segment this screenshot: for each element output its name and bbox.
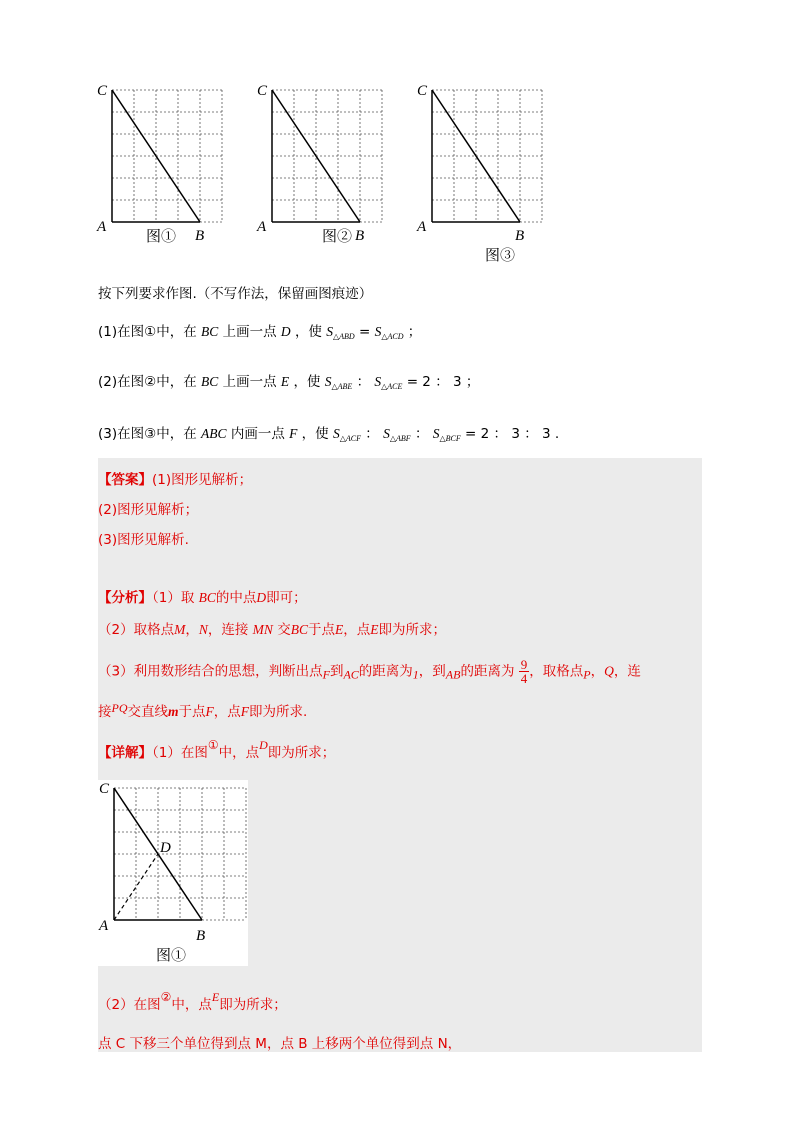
instruction: 按下列要求作图.（不写作法，保留画图痕迹） xyxy=(98,286,373,302)
an4-m: m xyxy=(168,704,179,719)
frac-den: 4 xyxy=(520,671,528,686)
an3-g: ，取格点 xyxy=(529,663,584,680)
q2-mid: 上画一点 xyxy=(222,374,277,390)
an2-b: ，连接 xyxy=(207,622,249,638)
q3-prefix: (3)在图③中，在 xyxy=(98,426,197,442)
an2-c: 交 xyxy=(277,622,291,638)
label-c: C xyxy=(99,781,110,797)
an2-mn: MN xyxy=(252,622,273,637)
figure-1 xyxy=(90,76,250,266)
q1-rhs-sub: △ACD xyxy=(381,332,404,341)
d1-pt: D xyxy=(259,738,268,752)
answer-label: 【答案】 xyxy=(98,472,152,488)
frac-num: 9 xyxy=(520,657,528,672)
an2-g: 即为所求； xyxy=(378,622,446,638)
an3-ab: AB xyxy=(445,667,461,682)
q3-s2: S xyxy=(383,426,390,441)
question-2 xyxy=(98,370,479,391)
q3-n2: 3 xyxy=(542,426,551,442)
answer-1 xyxy=(98,468,252,488)
d2-pt: E xyxy=(211,990,220,1004)
q2-eq: = 2 xyxy=(406,374,431,390)
q1-use: ，使 xyxy=(294,324,322,340)
q1-mid: 上画一点 xyxy=(222,324,277,340)
question-3 xyxy=(98,422,559,443)
q2-end: ； xyxy=(465,374,480,390)
an2-a: （2）取格点 xyxy=(98,622,175,638)
detail-3: 点 C 下移三个单位得到点 M，点 B 上移两个单位得到点 N， xyxy=(98,1036,462,1052)
q2-use: ，使 xyxy=(293,374,321,390)
q1-rhs: S xyxy=(374,324,382,339)
an3-sep: ， xyxy=(590,663,605,680)
an3-e: 的距离为 xyxy=(460,663,515,680)
q3-tri: ABC xyxy=(201,426,227,441)
figure-caption: 图① xyxy=(156,948,187,964)
analysis-3 xyxy=(98,658,641,685)
an4-a: 接 xyxy=(98,704,112,720)
figure-3 xyxy=(410,76,570,266)
label-b: B xyxy=(515,228,525,244)
q3-end: . xyxy=(554,426,560,442)
answer-3: (3)图形见解析. xyxy=(98,532,189,548)
label-a: A xyxy=(97,219,107,235)
q2-s2: S xyxy=(374,374,382,389)
segment-ad-dashed xyxy=(114,854,158,920)
an4-d: ，点 xyxy=(213,704,241,720)
q3-mid: 内画一点 xyxy=(230,426,285,442)
q1-point: D xyxy=(280,324,291,339)
an2-d: 于点 xyxy=(307,622,335,638)
d2-b: 中，点 xyxy=(171,997,212,1013)
q1-prefix: (1)在图①中，在 xyxy=(98,324,197,340)
an3-q: Q xyxy=(604,663,614,679)
label-c: C xyxy=(417,83,428,99)
d2-c: 即为所求； xyxy=(219,997,287,1013)
an3-h: ，连 xyxy=(613,663,641,680)
an4-e: 即为所求. xyxy=(249,704,308,720)
q2-s2-sub: △ACE xyxy=(381,382,403,391)
q3-use: ，使 xyxy=(301,426,329,442)
q2-prefix: (2)在图②中，在 xyxy=(98,374,197,390)
an2-n: N xyxy=(198,622,208,637)
figure-caption: 图② xyxy=(322,229,353,245)
an3-f: F xyxy=(322,667,330,682)
q2-colon2: ： xyxy=(435,374,449,390)
analysis-2 xyxy=(98,618,446,638)
q2-s1: S xyxy=(324,374,332,389)
an1-seg: BC xyxy=(198,590,216,605)
q2-point: E xyxy=(280,374,290,389)
an3-a: （3）利用数形结合的思想，判断出点 xyxy=(98,663,323,680)
q2-s1-sub: △ABE xyxy=(331,382,353,391)
q3-colon1: ： xyxy=(365,426,379,442)
q2-colon1: ： xyxy=(356,374,371,390)
label-b: B xyxy=(355,228,365,244)
figure-caption: 图① xyxy=(146,229,177,245)
d1-b: 中，点 xyxy=(218,745,260,761)
detail-figure-1 xyxy=(98,780,248,966)
label-b: B xyxy=(196,928,206,944)
an4-f2: F xyxy=(240,704,250,719)
figure-caption: 图③ xyxy=(485,248,516,264)
d2-fig: ② xyxy=(160,990,172,1004)
label-c: C xyxy=(97,83,108,99)
q3-s3: S xyxy=(432,426,440,441)
an2-f: ，点 xyxy=(343,622,371,638)
an2-e: E xyxy=(334,622,344,637)
q3-s1: S xyxy=(332,426,340,441)
label-c: C xyxy=(257,83,268,99)
q3-colon4: ： xyxy=(524,426,538,442)
label-a: A xyxy=(257,219,267,235)
answer-1-text: (1)图形见解析； xyxy=(152,472,253,488)
d1-a: （1）在图 xyxy=(152,745,208,761)
an3-ac: AC xyxy=(343,667,359,682)
detail-1 xyxy=(98,738,335,761)
q2-seg: BC xyxy=(201,374,219,389)
q3-s3-sub: △BCF xyxy=(439,434,461,443)
label-d: D xyxy=(160,840,171,856)
an1-pt: D xyxy=(256,590,267,605)
analysis-1 xyxy=(98,586,307,606)
q1-eq: = xyxy=(358,324,371,340)
an3-c: 的距离为 xyxy=(358,663,413,680)
an3-d: ，到 xyxy=(418,663,446,680)
q3-point: F xyxy=(289,426,298,441)
an3-one: 1 xyxy=(412,667,419,682)
q1-lhs: S xyxy=(326,324,333,339)
q1-seg: BC xyxy=(201,324,219,339)
d1-fig: ① xyxy=(207,738,219,752)
an1-a: （1）取 xyxy=(152,590,195,606)
an4-f: F xyxy=(205,704,214,719)
q2-n: 3 xyxy=(453,374,462,390)
detail-label: 【详解】 xyxy=(98,745,152,761)
an2-e2: E xyxy=(370,622,379,637)
analysis-4 xyxy=(98,700,307,720)
d1-c: 即为所求； xyxy=(267,745,336,761)
label-a: A xyxy=(99,918,109,934)
an2-m: M xyxy=(174,622,186,637)
an4-pq: PQ xyxy=(111,701,128,715)
an4-c: 于点 xyxy=(178,704,206,720)
q3-s1-sub: △ACF xyxy=(339,434,361,443)
an4-b: 交直线 xyxy=(127,704,168,720)
label-a: A xyxy=(417,219,427,235)
detail-2 xyxy=(98,990,287,1013)
analysis-label: 【分析】 xyxy=(98,590,152,606)
an2-bc: BC xyxy=(290,622,308,637)
q3-eq: = 2 xyxy=(465,426,490,442)
q1-lhs-sub: △ABD xyxy=(332,332,355,341)
q3-n1: 3 xyxy=(511,426,520,442)
question-1 xyxy=(98,320,421,341)
an1-b: 的中点 xyxy=(215,590,257,606)
d2-a: （2）在图 xyxy=(98,997,161,1013)
q3-s2-sub: △ABF xyxy=(389,434,411,443)
fraction-9-4 xyxy=(519,658,530,685)
q1-end: ； xyxy=(407,324,422,340)
q3-colon3: ： xyxy=(493,426,508,442)
figure-2 xyxy=(250,76,410,266)
an3-p: P xyxy=(583,667,591,682)
q3-colon2: ： xyxy=(414,426,429,442)
an3-b: 到 xyxy=(329,663,344,680)
an2-sep: ， xyxy=(185,622,199,638)
answer-2: (2)图形见解析； xyxy=(98,502,199,518)
label-b: B xyxy=(195,228,205,244)
an1-c: 即可； xyxy=(266,590,307,606)
